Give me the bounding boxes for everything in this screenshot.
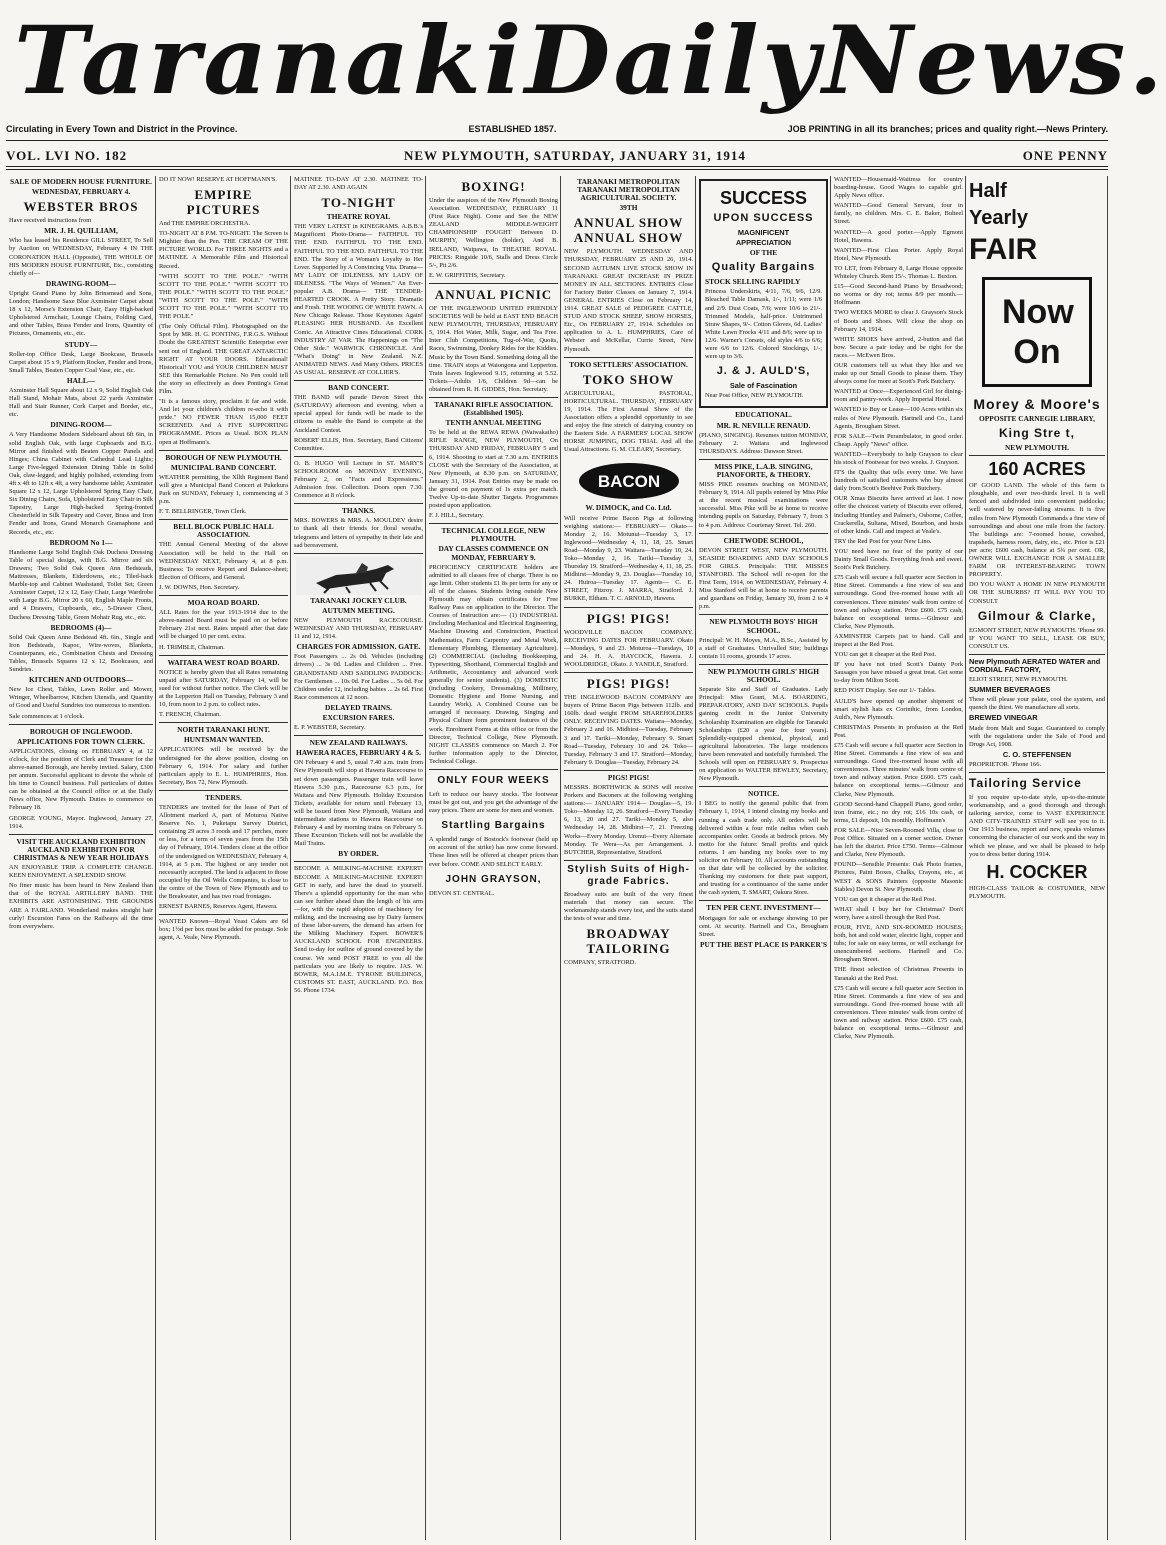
ad-text: E. P. WEBSTER, Secretary. [294, 724, 366, 732]
ad-heading: CHARGES FOR ADMISSION. GATE. [296, 642, 421, 652]
ad-text: ROBERT ELLIS, Hon. Secretary, Band Citizens' Committee. [294, 436, 423, 452]
ad-title: EMPIRE PICTURES [186, 187, 261, 218]
section-heading: EDUCATIONAL. [735, 410, 792, 420]
logo-text: BACON [597, 472, 660, 492]
ad-text: WOODVILLE BACON COMPANY. RECEIVING DATES FOR FEBRUARY. Okato—Mondays, 9 and 23. Moturoa—Tuesdays, 10 and 24. H. A. HAYCOCK, Hawera. J. WOOLDRIDGE, Okato. J. YANDLE, Stratford. [564, 628, 693, 668]
ad-text: HIGH-CLASS TAILOR & COSTUMIER, NEW PLYMOUTH. [969, 884, 1105, 900]
classified-ad: OUR Xmas Biscuits have arrived at last. I now offer the choicest variety of Biscuits ever offered, including Huntley and Palmer's, Osborne, Coffee, Crackerella, Sultana, Mixed, Bourbon, and hosts of other kinds. Call and inspect at Veale's. [834, 495, 963, 535]
classified-ad: WHITE SHOES have arrived, 2-button and flat bow. Secure a pair today and be right for the races.— McEwen Bros. [834, 335, 963, 359]
ad-heading: 39TH [619, 203, 638, 213]
ad-text: To be held at the REWA REWA (Waiwakaiho) RIFLE RANGE, NEW PLYMOUTH, On THURSDAY AND FRIDAY, FEBRUARY 5 and 6, 1914. Shooting to start at 7.30 a.m. ENTRIES CLOSE with the Secretary of the Association, at New Plymouth, at 8.30 p.m. on SATURDAY, January 31, 1914. Post Entries may be made on the ground on payment of 1s extra per match. Twelve Up-to-date Shutter Targets. Programmes posted upon application. [429, 429, 558, 510]
ad-text: F. J. HILL, Secretary. [429, 512, 484, 520]
section-heading: KITCHEN AND OUTDOORS— [29, 675, 133, 685]
ad-heading: NEW ZEALAND RAILWAYS. [309, 738, 408, 748]
classified-ad: TO LET, from February 8, Large House opposite Whiteley Church. Rent 15/-. Thomas L. Buxton. [834, 264, 963, 281]
masthead-title-word: Taranaki [14, 6, 525, 116]
ad-heading: BREWED VINEGAR [969, 713, 1038, 723]
classified-ad: FOUR, FIVE, AND SIX-ROOMED HOUSES; both, hot and cold water, electric light, copper and tubs; for sale on easy terms, or will exchange for unencumbered sections. Hartnell and Co. Brougham Street. [834, 923, 963, 964]
ad-text: MISS PIKE resumes teaching on MONDAY, February 9, 1914. All pupils entered by Miss Pike at the recent musical examinations were successful. Miss Pike will be at home to receive intending pupils on Saturday, February 7, from 3 to 4 p.m. Address: Courtenay Street. Tel. 260. [699, 481, 828, 529]
ad-heading: NORTH TARANAKI HUNT. [177, 725, 270, 735]
ad-text: Upright Grand Piano by John Brinsmead and Sons, London; Handsome Saxe Blue Axminster Carpet about 18 x 12, Morse's Extension Chair, Easy High-backed Upholstered Armchair, Lounge Chairs, Folding Card, and other Tables, Brass Fender and Irons, Quantity of Pictures, Ornaments, etc., etc. [9, 289, 153, 338]
ad-heading: WAITARA WEST ROAD BOARD. [167, 657, 280, 667]
column-2 [156, 176, 291, 1540]
ad-text: H. TRIMBLE, Chairman. [159, 643, 225, 651]
ad-text: AN ENJOYABLE TRIP. A COMPLETE CHANGE. KEEN ENJOYMENT. A SPLENDID SHOW. [9, 864, 153, 880]
ad-text: BECOME A MILKING-MACHINE EXPERT! BECOME A MILKING-MACHINE EXPERT! GET in early, and have the dead to yourself. There's a splendid opportunity for the man who can see further ahead than the length of his arm —for, with the rapid adoption of machinery for milking, and the increasing use by Dairy farmers of these labor-savers, the demand has arisen for the Milking Machinery Expert. BOWER'S AUCKLAND SCHOOL FOR ENGINEERS. Send to-day for outline of ground covered by the course. We send POST FREE to you all the particulars you are likely to require. JAS. W. BOWER, M.A.I.M.E. TYRONE BUILDINGS, CUSTOMS ST. EAST, AUCKLAND. P.O. Box 56. Phone 1734. [294, 865, 423, 994]
section-heading: BEDROOM No 1— [49, 537, 113, 547]
dateline: NEW PLYMOUTH, SATURDAY, JANUARY 31, 1914 [403, 148, 746, 163]
classified-ad: WHAT shall I buy her for Christmas? Don't worry, have a stroll through the Red Post. [834, 905, 963, 921]
price: ONE PENNY [1022, 148, 1108, 163]
ad-heading: TECHNICAL COLLEGE, NEW PLYMOUTH. [441, 526, 546, 544]
ad-text: THE BAND will parade Devon Street this (SATURDAY) afternoon and evening, when a special appeal for funds will be made to the citizens to enable the Band to compete at the Auckland Contest. [294, 394, 423, 434]
ad-heading: EXCURSION FARES. [322, 712, 395, 722]
classified-ad: TWO WEEKS MORE to clear J. Grayson's Stock of Boots and Shoes. Will close the shop on February 14, 1914. [834, 309, 963, 333]
ad-heading: MAGNIFICENT [737, 228, 790, 237]
ad-text: WANTED Known—Royal Yeast Cakes are 6d box; 1½d per box must be added for postage. Sole agent, A. Veale, New Plymouth. [159, 918, 288, 942]
ad-heading: BY ORDER. [338, 849, 379, 859]
ad-heading: W. DIMOCK, and Co. Ltd. [585, 503, 672, 513]
ad-text: No finer music has been heard in New Zealand than that of the ROYAL ARTILLERY BAND. THE EXHIBITS ARE ASTONISHING. THE GROUNDS ARE A FAIRLAND. Wonderland makes straight hair curly! Excursion Fares on the Railways all the time from everywhere. [9, 882, 153, 930]
ad-title: SUCCESS [719, 188, 808, 208]
ad-title: Half [969, 180, 1007, 202]
ad-text: NOTICE is hereby given that all Rates remaining unpaid after SATURDAY, February 14, will be sued for without further notice. The Clerk will be at the Lepperton Hall on Tuesday, February 3 and 10, from noon to 2 p.m. to collect rates. [159, 668, 288, 709]
masthead-title [14, 6, 1166, 116]
established-note: ESTABLISHED 1857. [468, 124, 557, 134]
ad-heading: TENDERS. [205, 792, 242, 802]
classified-ad: £75 Cash will secure a full quarter acre Section in Hine Street. Commands a fine view of sea and surroundings. Good five-roomed house with all conveniences. Three minutes' walk from centre of town and railway station. Price £600. £75 cash, balance on exceptional terms.—Gilmour and Clarke, New Plymouth. [834, 574, 963, 630]
column-1 [6, 176, 156, 1540]
masthead [0, 0, 1166, 170]
ad-text: OF GOOD LAND. The whole of this farm is ploughable, and over two-thirds level. It is well fenced and subdivided into convenient paddocks; well watered by never-failing streams. It is five miles from New Plymouth Commands a fine view of surroundings and about one mile from the factory. The buildings are: 7-roomed house, cowshed, trapsheds, harness room, dairy, etc., etc. Price is £21 per acre; £600 cash, balance at 5¾ per cent. OR, OWNER WILL EXCHANGE FOR A SMALLER FARM OR INTEREST-BEARING TOWN PROPERTY. [969, 482, 1105, 579]
advertiser-name: C. O. STEFFENSEN [1002, 749, 1072, 759]
ad-text: Who has leased his Residence GILL STREET, To Sell by Auction on WEDNESDAY, February 4 IN THE CORONATION HALL (Opposite), THE WHOLE OF HIS MODERN HOUSE FURNITURE, Etc., consisting chiefly of— [9, 237, 153, 277]
ad-heading: TARANAKI JOCKEY CLUB. [310, 595, 407, 605]
ad-text: PROFICIENCY CERTIFICATE holders are admitted to all classes free of charge. There is no age limit. Other students £1 8s per term for any or all of the classes. Students living outside New Plymouth may obtain certificates for Free Railway Pass on application to the Director. The Courses of Instruction are:— (1) INDUSTRIAL (including Mechanical and Electrical Engineering, Machine Drawing and Construction, Practical Mathematics, Farm Carpentry and Metal Work, Elementary Plumbing, Elementary Agriculture). (2) COMMERCIAL (including Bookkeeping, Typewriting, Shorthand, Commercial English and Arithmetic, Accountancy and advanced work generally for senior students). (3) DOMESTIC (including Cookery, Dressmaking, Millinery, Domestic Hygiene and Home Nursing, and Laundry Work). A Combined Course can be arranged if necessary. Drawing, Singing and Physical Culture form prominent features of the work. Enrolment Forms at this office or from the Director, Technical College, New Plymouth. NIGHT CLASSES commence on March 2. For further information apply to the Director, Technical College. [429, 563, 559, 765]
ad-heading: TARANAKI RIFLE ASSOCIATION. (Established 1905). [434, 399, 553, 418]
ad-text: Left to reduce our heavy stocks. The footwear must be got out, and you get the advantage of the easy prices. There are some for men and women. [429, 791, 558, 815]
ad-text: Separate Site and Staff of Graduates. Lady Principal: Miss Grant, M.A. BOARDING, PREPARATORY, AND DAY SCHOOLS. Pupils gaining credit in the Junior University Scholarship Examination are eligible for Taranaki Scholarships (£20 a year for four years). Splendidly-equipped chemical, physical, and agricultural laboratories. The large residences have been renovated and tastefully furnished. The Schools will open on FEBRUARY 9. Prospectus on application to WALTER BEWLEY, Secretary, New Plymouth. [699, 686, 828, 783]
ad-text: If you require up-to-date style, up-to-the-minute workmanship, and a good thorough and through tailoring service, come to VAST EXPERIENCE AND CITY-TRAINED STAFF will see you to it. Our 1913 business, report and new, speaks volumes concerning the character of our work and the way in which we please, and we shall be pleased to help you to dress better during 1914. [969, 794, 1105, 858]
ad-text: A Very Handsome Modern Sideboard about 6ft 6in, in solid English Oak, with large Cupboards and B.G. Mirror and finished with Beaten Copper Panels and Hinges; China Cabinet with Cathedral Lead Lights; Large Five-legged Extension Dining Table in Solid Oak, claw-legged, and highly polished, extending from 4ft x 4ft to 12ft x 4ft, a very handsome table; Axminster Square 12 x 12, Large Upholstered Spring Easy Chair, Six Dining Chairs, Sofa, Upholstered Easy Chair in Silk Tapestry, Large High-backed Spring-fronted Chesterfield in Silk Tapestry and Cover, Brass and Iron Fender and Irons, Grand Monarch Gramaphone and Records, etc., etc. [9, 431, 153, 536]
ad-text: Handsome Large Solid English Oak Duchess Dressing Table of special design, with B.G. Mirror and six Drawers; Two Solid Oak Queen Ann Bedsteads, Mattresses, Blankets, Eiderdowns, etc.; Tiled-back Marble-top and Cabinet Washstand, Toilet Set; Green Axminster Carpet, 12 x 12, Easy Chair, Large Wardrobe with Large B.G. Mirror 20 x 60, English Maple Fronts, and 4 Drawers, Cupboards, etc., 5-Drawer Chest, Duchess Dressing Table, Green Mohair Rug, etc., etc. [9, 548, 153, 621]
ad-heading: TENTH ANNUAL MEETING [445, 418, 542, 428]
racehorse-icon [296, 557, 422, 595]
ad-heading: VISIT THE AUCKLAND EXHIBITION AUCKLAND EXHIBITION FOR CHRISTMAS & NEW YEAR HOLIDAYS [13, 836, 149, 862]
ad-heading: Sale of Fascination [729, 381, 798, 391]
classified-ad: YOU need have no fear of the purity of our Dainty Small Goods. Everything fresh and sweet. Scott's Pork Butchery. [834, 547, 963, 572]
ad-heading: MUNICIPAL BAND CONCERT. [170, 462, 277, 472]
ad-heading: BOROUGH OF INGLEWOOD. [29, 726, 133, 736]
classified-ad: TRY the Red Post for your New Lino. [834, 537, 932, 545]
classified-ad: WANTED—Good General Servant, four in family, no children. Mrs. C. E. Baker, Bulteel Street. [834, 202, 963, 226]
ad-text: Have received instructions from [9, 217, 92, 225]
ad-text: EGMONT STREET, NEW PLYMOUTH. 'Phone 99. IF YOU WANT TO SELL, LEASE OR BUY, CONSULT US. [969, 626, 1105, 650]
classified-ad: FOUND—Sensible Presents: Oak Photo frames, Pictures, Paint Boxes, Chalks, Crayons, etc., at WEST & SONS Painters (opposite Masonic Stables) Devon St. New Plymouth. [834, 861, 963, 893]
advertiser-name: JOHN GRAYSON, [445, 873, 542, 885]
classified-ad: RED POST Display. See our 1/- Tables. [834, 687, 936, 695]
ad-text: (The Only Official Film). Photographed on the Spot by MR. H. G. PONTING, F.R.G.S. Without Doubt the GREATEST Scientific Enterprise ever sent out of England. THE GREAT ANTARCTIC RIGHT AT YOUR DOORS. Educational! Historical! YOU and YOUR CHILDREN MUST SEE this Remarkable Picture. No Pen could tell the story so effectively as does Ponting's Great Film. [159, 323, 288, 395]
classified-ad: YOU can get it cheaper at the Red Post. [834, 895, 937, 903]
ad-text: Will receive Prime Bacon Pigs at following weighing stations:— FEBRUARY— Okato—Monday 2, 16. Motunui—Tuesday 3, 17. Inglewood—Wednesday 4, 11, 18, 25. Smart Road—Monday 9, 23. Waitara—Tuesday 10, 24. Toko—Monday 2, 16. Tariki—Tuesday 3, Thursday 19. Stratford—Wednesday 4, 11, 18, 25. Midhirst—Monday 9, 23. Douglas—Tuesday 10, 24. Huiroa—Tuesday 17. Agents— C. E. STREET, Fitzroy. J. MARRA, Stratford. J. BURKE, Eltham. T. C. ARNOLD, Hawera. [564, 514, 693, 603]
ad-text: DO YOU WANT A HOME IN NEW PLYMOUTH OR THE SUBURBS? IT WILL PAY YOU TO CONSULT [969, 581, 1105, 605]
ad-heading: THANKS. [341, 506, 376, 516]
ad-title: Now On [1002, 293, 1074, 371]
ad-heading: DELAYED TRAINS. [325, 702, 392, 712]
masthead-title-word: News. [822, 6, 1166, 116]
ad-text: J. W. DOWNS, Hon. Secretary. [159, 583, 240, 591]
ad-text: DEVON STREET WEST, NEW PLYMOUTH. SEASIDE BOARDING AND DAY SCHOOLS FOR GIRLS. Principals: THE MISSES STANFORD. The School will re-open for the First Term, 1914, on WEDNESDAY, February 4. Miss Stanford will be at home to receive parents and guardians on Friday, January 30, from 2 to 4 p.m. [699, 546, 828, 611]
section-heading: DINING-ROOM— [50, 420, 112, 430]
ad-title: Tailoring Service [969, 776, 1082, 790]
ad-text: Under the auspices of the New Plymouth Boxing Association. WEDNESDAY, FEBRUARY 11 (First Race Night). Come and See the NEW ZEALAND MIDDLE-WEIGHT CHAMPIONSHIP FOUGHT Between D. MURPHY, Wellington (holder), And B. IRELAND, Waipawa, In THEATRE ROYAL. PRICES: Ringside 10/6, Stalls and Dress Circle 5/-, Pit 2/6. [429, 197, 558, 269]
ad-heading: STOCK SELLING RAPIDLY [705, 277, 801, 287]
ad-heading: OF THE [749, 248, 778, 258]
ad-text: OF THE INGLEWOOD UNITED FRIENDLY SOCIETIES Will be held at EAST END BEACH NEW PLYMOUTH, THURSDAY, FEBRUARY 5, 1914. Hot Water, Milk, Sugar, and Tea Free. Inter Club Competitions, Tug-of-War, Quoits, Races, Swimming, Donkey Rides for the Kiddies. Music by the Town Band. Something doing all the time. TRAIN stops at Waiongona and Lepperton. Train leaves Inglewood 9.15, returning at 5.52. Tickets—Adults 1/6, Children 9d—can be obtained from R. H. GIDDES, Hon. Secretary. [429, 304, 558, 393]
ad-heading: HUNTSMAN WANTED. [183, 735, 264, 745]
ad-text: Mortgages for sale or exchange showing 10 per cent. At security. Hartnell and Co., Brougham Street. [699, 914, 828, 938]
classified-ad: AXMINSTER Carpets just to hand. Call and inspect at the Red Post. [834, 632, 963, 648]
ad-text: Foot Passengers ... 2s 0d. Vehicles (including drivers) ... 3s 0d. Ladies and Children ... Free. GRANDSTAND AND SADDLING PADDOCK: For Gentlemen ... 10s 0d. For Ladies ... 5s 0d. For Children under 12, including babies ... 2s 6d. First Race commences at 12 noon. [294, 653, 423, 701]
ad-heading: King Stre t, [998, 426, 1075, 441]
ad-heading: BOROUGH OF NEW PLYMOUTH. [165, 452, 282, 462]
ad-text: THE VERY LATEST in KINEGRAMS. A.B.B.'s Magnificent Photo-Drama— FAITHFUL TO THE END. FAITHFUL TO THE END. FAITHFUL TO THE END. FAITHFUL TO THE END. The Story of a Woman's Loyalty to Her Lover. Supported by A Convincing Vita. Drama— MY LADY OF IDLENESS. MY LADY OF IDLENESS. "The Ways of Women." An Ever-popular A.B. Drama— THE TENDER-HEARTED CROOK. A Pretty Story. Dramatic and Fresh. THE WOOING OF WHITE FAWN. A New Chicago Release. Those Keystones Again! PLEASING HER HUSBAND. An Excellent Comic. An Attractive Cines Educational. CORK INDUSTRY AT VAR. The Happenings on "The Other Side." WARWICK CHRONICLE. And "What's Doing" in New Zealand. N.Z. ANIMATED NEWS. And Many Others. PRICES AS USUAL. RESERVE AT COLLIER'S. [294, 223, 423, 376]
advertiser-name: J. & J. AULD'S, [716, 365, 811, 378]
ad-text: Sale commences at 1 o'clock. [9, 712, 85, 720]
section-heading: DRAWING-ROOM— [45, 278, 117, 288]
ad-text: T. FRENCH, Chairman. [159, 711, 221, 719]
classified-ad: YOU can get it cheaper at the Red Post. [834, 651, 937, 659]
ad-text: ALL Rates for the year 1913-1914 due to the above-named Board must be paid on or before February 21st next. Rates unpaid after that date will be charged 10 per cent. extra. [159, 609, 288, 641]
ad-text: ERNEST BARNES, Reserves Agent, Hawera. [159, 903, 278, 911]
ad-heading: THEATRE ROYAL [326, 212, 391, 222]
classified-ad: £75 Cash will secure a full quarter acre Section in Hine Street. Commands a fine view of sea and surroundings. Good five-roomed house with all conveniences. Three minutes' walk from centre of town and railway station. Price £600. £75 cash, balance on exceptional terms.—Gilmour and Clarke, New Plymouth. [834, 984, 963, 1041]
ad-text: Axminster Hall Square about 12 x 9, Solid English Oak Hall Stand, Mohair Mats, about 22 yards Axminster Hall and Stair Runner, Cork Carpet and Border, etc., etc. [9, 386, 153, 419]
ad-text: Made from Malt and Sugar. Guaranteed to comply with the regulations under the Sale of Food and Drugs Act, 1908. [969, 724, 1105, 748]
ad-text: MRS. BOWERS & MRS. A. MOULDEV desire to thank all their friends for floral wreaths, telegrams and letters of sympathy in their late and sad bereavement. [294, 517, 423, 549]
ad-title: PIGS! PIGS! [586, 676, 671, 692]
ad-title: Quality Bargains [711, 261, 816, 274]
ad-heading: TOKO SETTLERS' ASSOCIATION. [569, 359, 688, 369]
ad-text: MESSRS. BORTHWICK & SONS will receive Porkers and Baconers at the following weighing stations:— JANUARY 1914— Douglas—5, 19. Toko—Monday 12, 26. Stratford—Every Tuesday 6, 13, 20 and 27. Tariki—Monday 5, also Wednesday 14, 28. Midhirst—7, 21. Freezing Works—Every Monday. Urenui—Every Alternate Monday. Te Wera—As per Arrangement. J. BUTCHER, Representative, Stratford. [564, 783, 693, 856]
tagline: Circulating in Every Town and District in the Province. [6, 124, 238, 134]
ad-text: Solid Oak Queen Anne Bedstead 4ft. 6in., Single and Iron Bedsteads, Kapoc, Wire-woves, Blankets, Counterpanes, etc., Combination Chests and Dressing Tables, Brussels Squares 12 x 12, Bookcases, and Sundries. [9, 633, 153, 674]
ad-text: F. T. BELLRINGER, Town Clerk. [159, 508, 247, 516]
ad-heading: MOA ROAD BOARD. [187, 598, 260, 608]
advertiser-name: H. COCKER [986, 861, 1088, 882]
ad-heading: BAND CONCERT. [328, 383, 389, 393]
ad-text: TENDERS are invited for the lease of Part of Allotment marked A, part of Moturoa Native Reserve No. 1, Puketapu Survey District, containing 29 acres 3 roods and 17 perches, more or less, for a term of seven years from the 15th day of February, 1914. Tenders close at the office of the undersigned on WEDNESDAY, February 4, 1914, at 5 p.m. The highest or any tender not necessarily accepted. The land is adjacent to those occupied by the Oil Wells Companies, is close to the centre of the Town of New Plymouth and to the Breakwater, and has two road frontages. [159, 804, 288, 901]
ad-text: I BEG to notify the general public that from February 1, 1914, I intend closing my books and running a cash trade only. All orders will be delivered within a four mile radius when cash accompanies order. Goods at bedrock prices. My motto for the future: Small profits and quick returns. I am handing my books over to my solicitor on February 10. All accounts outstanding on that date will be collected by the solicitor. Thanking my customers for their past support, and trusting for a continuance of the same under the cash system, T. SMART, Oakura Store. [699, 800, 828, 897]
classified-ad: FOR SALE—Nice Seven-Roomed Villa, close to Post Office. Situated on a corner section. Owner has left the district. Price £750. Terms—Gilmour and Clarke, New Plymouth. [834, 826, 963, 859]
ad-heading: BELL BLOCK PUBLIC HALL ASSOCIATION. [173, 522, 274, 540]
ad-heading: SUMMER BEVERAGES [969, 685, 1051, 695]
ad-title: Startling Bargains [441, 820, 546, 832]
ad-text: PROPRIETOR. 'Phone 166. [969, 760, 1042, 768]
classified-ad: £75 Cash will secure a full quarter acre Section in Hine Street. Commands a fine view of sea and surroundings. Good five-roomed house with all conveniences. Three minutes' walk from centre of town and railway station. Price £600. £75 cash, balance on exceptional terms.—Gilmour and Clarke, New Plymouth. [834, 742, 963, 798]
columns-grid [6, 176, 1108, 1540]
masthead-title-word: Daily [524, 6, 823, 116]
ad-title: Yearly [969, 207, 1028, 229]
ad-text: NEW PLYMOUTH. WEDNESDAY AND THURSDAY, FEBRUARY 25 AND 26, 1914. SECOND AUTUMN LIVE STOCK SHOW IN TARANAKI. GREAT INCREASE IN PRIZE MONEY IN ALL SECTIONS. ENTRIES Close for Factory Butter Classes on January 7, 1914. GENERAL ENTRIES Close on February 14, 1914. GREAT SALE of PEDIGREE CATTLE, STUD AND STOCK SHEEP, SHOW HORSES, Etc., On FEBRUARY 27, 1914. Schedules on application to A. L. HUMPHRIES, Care of Webster and McKellar, Currie Street, New Plymouth. [564, 248, 693, 353]
ad-heading: TARANAKI METROPOLITAN TARANAKI METROPOLITAN AGRICULTURAL SOCIETY. [577, 177, 680, 203]
classified-ad: WANTED—Everybody to help Grayson to clear his stock of Footwear for two weeks. J. Grayson. [834, 450, 963, 466]
ad-title: Stylish Suits of High-grade Fabrics. [567, 863, 690, 887]
advertiser-name: Gilmour & Clarke, [977, 608, 1097, 623]
column-5 [561, 176, 696, 1540]
classified-ad: IT'S the Quality that tells every time. We have hundreds of satisfied customers who buy almost daily from Scott's Beehive Pork Butchery. [834, 469, 963, 493]
ad-title: BOXING! [461, 179, 526, 194]
volume-number: VOL. LVI NO. 182 [6, 148, 128, 163]
ad-text: And THE EMPIRE ORCHESTRA. [159, 220, 251, 228]
classified-ad: WANTED to Buy or Lease—100 Acres within six miles of New Plymouth. Hartnell and Co., Land Agents, Brougham Street. [834, 406, 963, 430]
ad-text: COMPANY, STRATFORD. [564, 959, 636, 967]
ad-text: O. B. HUGO Will Lecture in ST. MARY'S SCHOOLROOM on MONDAY EVENING, February 2, on "Facts and Expressions." Admission free. Collection. Doors open 7.30. Commence at 8 o'clock. [294, 459, 423, 500]
section-heading: HALL— [66, 375, 96, 385]
ad-text: APPLICATIONS, closing on FEBRUARY 4, at 12 o'clock, for the position of Clerk and Treasurer for the above-named Borough, are hereby invited. Salary, £300 per annum. Successful applicant to devote the whole of his time to Council business. Full particulars of duties can be obtained at the Council office or at the Daily News office, New Plymouth. Duties to commence on February 18. [9, 747, 153, 812]
ad-heading: APPRECIATION [735, 238, 792, 248]
column-6 [696, 176, 831, 1540]
ad-text: DO IT NOW! RESERVE AT HOFFMANN'S. [159, 176, 277, 183]
classified-ad: FOR SALE—Twin Perambulator, in good order. Cheap. Apply "News" office. [834, 432, 963, 448]
classified-ad: GOOD Second-hand Chappell Piano, good order, iron frame, etc.; no dry rot; £16 10s cash, or terms, £1 deposit, 10s monthly. Hoffmann's [834, 800, 963, 824]
classified-ad: £15—Good Second-hand Piano by Broadwood; no worms or dry rot; terms 8/9 per month.—Hoffmann [834, 283, 963, 307]
ad-heading: MR. J. H. QUILLIAM, [44, 226, 118, 236]
ad-text: Princess Underskirts, 4/11, 7/6, 9/6, 12/9. Bleached Table Damask, 1/-, 1/11; were 1/6 and 2/9. Dust Coats, 7/6; were 10/6 to 21/-. Trimmed Models, half-price. Untrimmed Straw Shapes, 9/-. Cotton Gloves, 6d. Ladies' White Lawn Frocks 4/11 and 8/6; were up to 12/6. Warner's Corsets, old styles 4/6 to 6/6; were 6/6 to 12/6. Colored Stockings, 1/-; were up to 3/6. [705, 288, 822, 361]
ad-title: UPON SUCCESS [713, 212, 814, 224]
advertiser-name: BROADWAY TAILORING [586, 926, 671, 957]
ad-text: These will please your palate, cool the system, and quench the thirst. We manufacture all sorts. [969, 696, 1105, 712]
ad-text: New Ice Chest, Tables, Lawn Roller and Mower, Wringer, Wheelbarrow, Kitchen Utensils, and Quantity of Good and Useful Sundries too numerous to mention. [9, 686, 153, 710]
ad-heading: AUTUMN MEETING. [322, 605, 395, 615]
ad-text: GEORGE YOUNG, Mayor. Inglewood, January 27, 1914. [9, 814, 153, 830]
ad-text: THE INGLEWOOD BACON COMPANY are buyers of Prime Bacon Pigs between 112lb. and 160lb. dead weight FROM SHAREHOLDERS ONLY. RECEIVING DATES. Waitara—Monday, February 2 and 16. Midhirst—Tuesday, February 3 and 17. Tariki—Monday, February 9. Smart Road—Tuesday, February 10 and 24. Toko—Tuesday, February 3 and 17. Stratford—Monday, February 9. Douglas—Tuesday, February 24. [564, 694, 693, 766]
ad-text: Broadway suits are built of the very finest materials that money can secure. The workmanship stands every test, and the suits stand the tests of wear and time. [564, 890, 693, 923]
ad-heading: OPPOSITE CARNEGIE LIBRARY, [979, 414, 1095, 423]
ad-heading: New Plymouth AERATED WATER and CORDIAL FACTORY, [969, 656, 1101, 674]
ad-heading: NEW PLYMOUTH GIRLS' HIGH SCHOOL. [707, 666, 820, 685]
column-3 [291, 176, 426, 1540]
classified-ad: WANTED—A good porter.—Apply Egmont Hotel, Hawera. [834, 228, 963, 244]
ad-heading: NOTICE. [747, 789, 779, 799]
ad-text: (PIANO, SINGING). Resumes tuition MONDAY, February 2. Waitara and Inglewood THURSDAYS. Address: Dawson Street. [699, 431, 828, 455]
ad-text: Near Post Office, NEW PLYMOUTH. [705, 392, 804, 400]
ad-title: 160 ACRES [988, 459, 1086, 480]
ad-text: ELIOT STREET, NEW PLYMOUTH. [969, 676, 1068, 684]
ad-heading: SALE OF MODERN HOUSE FURNITURE. [9, 177, 152, 186]
ad-heading: TEN PER CENT. INVESTMENT— [706, 903, 821, 913]
ad-text: ON February 4 and 5, usual 7.40 a.m. train from New Plymouth will stop at Hawera Racecourse to set down passengers. Passenger train will leave Hawera 5.30 p.m., Racecourse 6.3 p.m., for Waitara and New Plymouth. Holiday Excursion Tickets, available for return until February 13, will be issued from New Plymouth, Waitara and intermediate stations to Hawera Racecourse on February 4 and by morning trains on February 5. These Excursion Tickets will not be available the Mail Trains. [294, 759, 423, 848]
bacon-pig-logo [564, 457, 693, 501]
column-8 [966, 176, 1108, 1540]
ad-text: TO-NIGHT AT 8 P.M. TO-NIGHT. The Screen is Mightier than the Pen. THE CREAM OF THE PICTURE WORLD. For THREE NIGHTS and a MATINEE. A Memorable Film and Historical Record. [159, 230, 288, 270]
ad-title: ANNUAL PICNIC [434, 286, 553, 302]
classified-ad: OUR customers tell us what they like and we make up our Small Goods to please them. They always come for more at Scott's Pork Butchery. [834, 361, 963, 386]
ad-text: E. W. GRIFFITHS, Secretary. [429, 271, 506, 279]
ad-text: APPLICATIONS will be received by the undersigned for the above position, closing on February 6, 1914. For salary and further particulars apply to E. L. HUMPHRIES, Hon. Secretary, Box 72, New Plymouth. [159, 746, 288, 786]
ad-text: DEVON ST. CENTRAL. [429, 889, 495, 897]
classified-ad: IF you have not tried Scott's Dainty Pork Sausages you have missed a great treat. Get some to-day from Milton Scott. [834, 661, 963, 685]
ad-text: MATINEE TO-DAY AT 2.30. MATINEE TO-DAY AT 2.30. AND AGAIN [294, 176, 423, 192]
ad-text: NEW PLYMOUTH RACECOURSE. WEDNESDAY AND THURSDAY, FEBRUARY 11 and 12, 1914. [294, 616, 423, 641]
ad-text: "WITH SCOTT TO THE POLE." "WITH SCOTT TO THE POLE." "WITH SCOTT TO THE POLE." "WITH SCOTT TO THE POLE." "WITH SCOTT TO THE POLE." "WITH SCOTT TO THE POLE." "WITH SCOTT TO THE POLE." [159, 272, 288, 321]
ad-title: ONLY FOUR WEEKS [437, 775, 550, 786]
ad-text: Principal: W. H. Moyes, M.A., B.Sc., Assisted by a staff of Graduates. Unrivalled Site; buildings contain 11 rooms, grounds 17 acres. [699, 636, 828, 660]
ad-heading: WEDNESDAY, FEBRUARY 4. [31, 187, 131, 197]
ad-heading: MR. R. NEVILLE RENAUD. [716, 420, 811, 430]
advertiser-name: WEBSTER BROS [23, 199, 139, 215]
classified-ad: AULD'S have opened up another shipment of smart stylish hats ex Corinthic, from London, Auld's, New Plymouth. [834, 697, 963, 721]
ad-heading: MISS PIKE, L.A.B. SINGING, PIANOFORTE, & THEORY. [714, 461, 813, 479]
ad-heading: NEW PLYMOUTH BOYS' HIGH SCHOOL. [709, 617, 818, 635]
classified-ad: CHRISTMAS Presents in profusion at the Red Post. [834, 723, 963, 739]
ad-title: TO-NIGHT [321, 195, 396, 211]
ad-text: "It is a famous story, proclaim it far and wide. And let your children's children re-echo it with pride." NO FEWER THAN 15,000 FEET SCREENED. And A FIVE SUPPORTING PROGRAMME. Prices as Usual. BOX PLAN open at Hoffmann's. [159, 398, 288, 446]
ad-heading: PUT THE BEST PLACE IS PARKER'S [700, 939, 827, 949]
ad-heading: DAY CLASSES COMMENCE ON MONDAY, FEBRUARY 9. [438, 544, 549, 562]
ad-text: A splendid range of Bostock's footwear (held up on account of the strike) has now come forward. These lines will be offered at cheaper prices than ever before. COME AND SELECT EARLY. [429, 836, 558, 868]
ad-text: Roller-top Office Desk, Large Bookcase, Brussels Carpet about 15 x 9, Platform Rocker, Fender and Irons, Small Tables, Beaten Copper Coal Vase, etc., etc. [9, 350, 153, 374]
classified-ad: WANTED—First Class Porter. Apply Royal Hotel, New Plymouth. [834, 246, 963, 262]
classified-ad: WANTED at Once—Experienced Girl for dining-room and pantry-work. Apply Imperial Hotel. [834, 388, 963, 404]
ad-heading: HAWERA RACES, FEBRUARY 4 & 5. [296, 748, 421, 758]
ad-heading: PIGS! PIGS! [607, 772, 650, 782]
ad-title: FAIR [969, 233, 1038, 266]
advertiser-name: Morey & Moore's [973, 396, 1101, 412]
ad-text: AGRICULTURAL, PASTORAL, HORTICULTURAL. THURSDAY, FEBRUARY 19, 1914. The First Annual Show of the Association offers a splendid opportunity to see and enjoy the fine stretch of dairying country on the Eastern Side. A FARMERS' LOCAL SHOW HORSE JUMPING, DOG TRIAL And all the Usual Attractions. G. M. CLEARY, Secretary. [564, 389, 693, 454]
section-heading: STUDY— [64, 339, 98, 349]
auld-sale-box [699, 179, 828, 408]
ad-text: THE Annual General Meeting of the above Association will be held in the Hall on WEDNESDAY NEXT, February 4, at 8 p.m. Business: To receive Report and Balance-sheet; Election of Officers, and General. [159, 541, 288, 581]
ad-title: PIGS! PIGS! [586, 610, 671, 626]
column-7 [831, 176, 966, 1540]
ad-text: WEATHER permitting, the Xllth Regiment Band will give a Municipal Band Concert at Pukekura Park on SUNDAY, February 1, commencing at 3 p.m. [159, 473, 288, 506]
ad-heading: NEW PLYMOUTH. [1004, 443, 1070, 453]
ad-heading: CHETWODE SCHOOL, [723, 535, 804, 545]
column-4 [426, 176, 561, 1540]
now-on-box [982, 277, 1092, 387]
classified-ad: THE finest selection of Christmas Presents in Taranaki at the Red Post. [834, 966, 963, 982]
classified-ad: WANTED—Housemaid-Waitress for country boarding-house. Good Wages to capable girl. Apply News office. [834, 176, 963, 200]
ad-heading: APPLICATIONS FOR TOWN CLERK. [17, 736, 145, 746]
section-heading: BEDROOMS (4)— [50, 622, 112, 632]
ad-title: TOKO SHOW [582, 371, 675, 387]
pig-icon [574, 457, 684, 501]
ad-title: ANNUAL SHOW ANNUAL SHOW [573, 215, 684, 246]
printery-note: JOB PRINTING in all its branches; prices and quality right.—News Printery. [787, 124, 1108, 134]
